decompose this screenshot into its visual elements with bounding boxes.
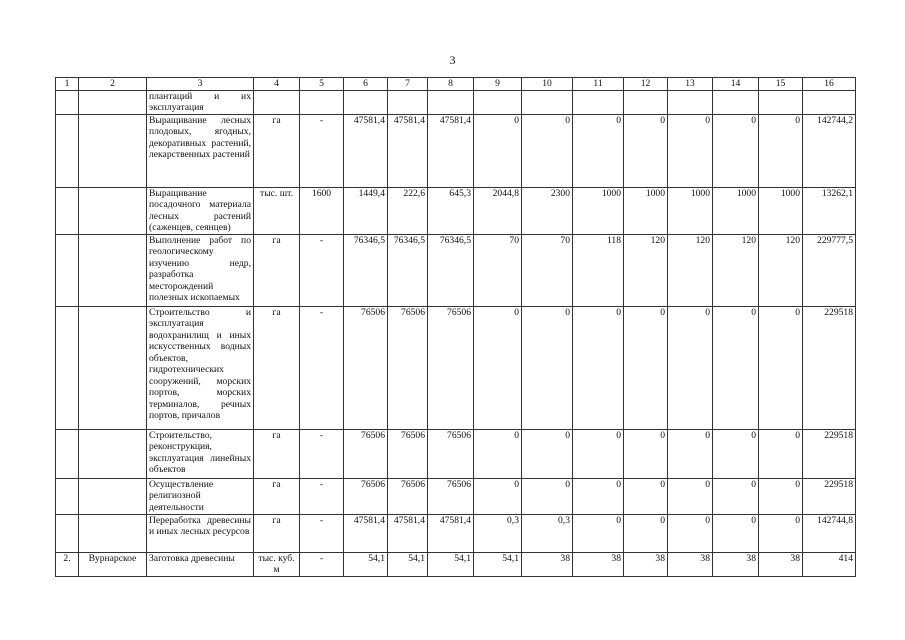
cell-c14 [713,90,759,114]
cell-c9: 2044,8 [474,187,522,234]
cell-c12: 120 [624,234,668,306]
cell-c5: - [300,552,344,576]
cell-c10 [522,90,573,114]
cell-c8: 645,3 [428,187,474,234]
cell-num [56,187,79,234]
cell-c16 [803,90,856,114]
cell-c8: 76506 [428,306,474,429]
column-header: 7 [388,78,428,91]
cell-activity: плантаций и их эксплуатация [147,90,254,114]
cell-c15: 1000 [759,187,803,234]
cell-c15: 120 [759,234,803,306]
column-header: 5 [300,78,344,91]
cell-c13: 38 [668,552,713,576]
cell-c11: 0 [573,306,624,429]
cell-activity: Заготовка древесины [147,552,254,576]
cell-c11: 0 [573,429,624,478]
cell-c13: 0 [668,306,713,429]
cell-c13: 0 [668,514,713,552]
cell-c10: 2300 [522,187,573,234]
column-header: 1 [56,78,79,91]
cell-c10: 70 [522,234,573,306]
cell-c15: 0 [759,514,803,552]
cell-c15: 0 [759,114,803,187]
cell-unit: га [254,114,300,187]
cell-c7: 76506 [388,306,428,429]
table-row [56,234,856,306]
table-row [56,114,856,187]
column-number-row [56,78,856,91]
cell-name [79,478,147,514]
cell-c9: 0 [474,114,522,187]
cell-c8: 54,1 [428,552,474,576]
column-header: 11 [573,78,624,91]
cell-c5: 1600 [300,187,344,234]
cell-c12: 38 [624,552,668,576]
cell-c9: 0 [474,478,522,514]
column-header: 3 [147,78,254,91]
cell-c12: 1000 [624,187,668,234]
cell-activity: Выращивание посадочного материала лесных растений (саженцев, сеянцев) [147,187,254,234]
column-header: 6 [344,78,388,91]
cell-c16: 229777,5 [803,234,856,306]
cell-c14: 0 [713,478,759,514]
cell-c16: 229518 [803,306,856,429]
cell-c8 [428,90,474,114]
cell-c13: 0 [668,429,713,478]
cell-name [79,234,147,306]
cell-c9: 0,3 [474,514,522,552]
cell-c16: 414 [803,552,856,576]
cell-num [56,114,79,187]
cell-c7: 47581,4 [388,114,428,187]
cell-name [79,187,147,234]
column-header: 15 [759,78,803,91]
cell-c5: - [300,429,344,478]
cell-c16: 13262,1 [803,187,856,234]
cell-c14: 0 [713,429,759,478]
cell-unit [254,90,300,114]
cell-c10: 0 [522,429,573,478]
cell-c13: 0 [668,478,713,514]
cell-activity: Выращивание лесных плодовых, ягодных, декоративных растений, лекарственных растений [147,114,254,187]
cell-c15: 0 [759,429,803,478]
cell-c14: 38 [713,552,759,576]
cell-c5 [300,90,344,114]
cell-c12: 0 [624,306,668,429]
cell-unit: га [254,429,300,478]
cell-c13: 1000 [668,187,713,234]
cell-c9: 0 [474,306,522,429]
cell-c8: 47581,4 [428,114,474,187]
table-row [56,306,856,429]
cell-name [79,429,147,478]
table-row [56,514,856,552]
cell-c5: - [300,234,344,306]
cell-c8: 76506 [428,429,474,478]
cell-c7: 54,1 [388,552,428,576]
cell-c10: 0,3 [522,514,573,552]
cell-c14: 120 [713,234,759,306]
cell-name [79,514,147,552]
cell-c6: 76506 [344,478,388,514]
cell-unit: тыс. шт. [254,187,300,234]
cell-c9: 70 [474,234,522,306]
forest-use-table [55,77,856,577]
cell-c5: - [300,114,344,187]
cell-activity: Осуществление религиозной деятельности [147,478,254,514]
column-header: 10 [522,78,573,91]
column-header: 2 [79,78,147,91]
cell-c15: 38 [759,552,803,576]
cell-unit: га [254,478,300,514]
cell-c16: 142744,8 [803,514,856,552]
cell-c9: 54,1 [474,552,522,576]
table-row [56,429,856,478]
cell-c16: 229518 [803,478,856,514]
cell-c6: 76506 [344,429,388,478]
cell-c14: 1000 [713,187,759,234]
cell-c11: 1000 [573,187,624,234]
cell-c5: - [300,514,344,552]
cell-c10: 0 [522,478,573,514]
cell-c10: 0 [522,306,573,429]
cell-c12: 0 [624,429,668,478]
column-header: 12 [624,78,668,91]
cell-c7: 76346,5 [388,234,428,306]
cell-activity: Выполнение работ по геологическому изучению недр, разработка месторождений полезных ископаемых [147,234,254,306]
cell-c6: 47581,4 [344,114,388,187]
cell-c10: 0 [522,114,573,187]
cell-activity: Строительство и эксплуатация водохранилищ и иных искусственных водных объектов, гидротехнических сооружений, морских портов, морских терминалов, речных портов, причалов [147,306,254,429]
cell-unit: тыс. куб. м [254,552,300,576]
cell-num: 2. [56,552,79,576]
cell-c12: 0 [624,114,668,187]
cell-c13: 120 [668,234,713,306]
cell-c8: 76346,5 [428,234,474,306]
cell-c6 [344,90,388,114]
column-header: 8 [428,78,474,91]
cell-c11: 0 [573,514,624,552]
cell-c6: 1449,4 [344,187,388,234]
cell-name: Вурнарское [79,552,147,576]
cell-num [56,478,79,514]
cell-unit: га [254,306,300,429]
cell-c15: 0 [759,306,803,429]
cell-c12: 0 [624,478,668,514]
cell-c9 [474,90,522,114]
cell-c13: 0 [668,114,713,187]
cell-c6: 54,1 [344,552,388,576]
column-header: 13 [668,78,713,91]
table-row [56,90,856,114]
cell-num [56,429,79,478]
cell-c7 [388,90,428,114]
cell-num [56,514,79,552]
cell-unit: га [254,514,300,552]
cell-c15: 0 [759,478,803,514]
cell-c13 [668,90,713,114]
table-row [56,552,856,576]
cell-c6: 47581,4 [344,514,388,552]
cell-c11: 0 [573,478,624,514]
cell-c14: 0 [713,114,759,187]
column-header: 16 [803,78,856,91]
table-row [56,478,856,514]
cell-activity: Переработка древесины и иных лесных ресурсов [147,514,254,552]
cell-c6: 76346,5 [344,234,388,306]
cell-name [79,306,147,429]
column-header: 9 [474,78,522,91]
cell-num [56,234,79,306]
table-row [56,187,856,234]
cell-name [79,114,147,187]
page-number: 3 [449,53,456,67]
cell-c12: 0 [624,514,668,552]
cell-unit: га [254,234,300,306]
cell-num [56,90,79,114]
cell-c11: 118 [573,234,624,306]
cell-c14: 0 [713,306,759,429]
cell-c7: 76506 [388,478,428,514]
cell-c12 [624,90,668,114]
cell-c11 [573,90,624,114]
cell-c9: 0 [474,429,522,478]
cell-c7: 47581,4 [388,514,428,552]
cell-c5: - [300,478,344,514]
column-header: 4 [254,78,300,91]
cell-c11: 38 [573,552,624,576]
cell-c8: 47581,4 [428,514,474,552]
cell-num [56,306,79,429]
cell-c15 [759,90,803,114]
cell-c16: 142744,2 [803,114,856,187]
cell-c7: 76506 [388,429,428,478]
cell-c16: 229518 [803,429,856,478]
cell-c6: 76506 [344,306,388,429]
cell-c5: - [300,306,344,429]
cell-c10: 38 [522,552,573,576]
cell-c8: 76506 [428,478,474,514]
cell-c14: 0 [713,514,759,552]
cell-c11: 0 [573,114,624,187]
cell-activity: Строительство, реконструкция, эксплуатация линейных объектов [147,429,254,478]
cell-name [79,90,147,114]
cell-c7: 222,6 [388,187,428,234]
column-header: 14 [713,78,759,91]
